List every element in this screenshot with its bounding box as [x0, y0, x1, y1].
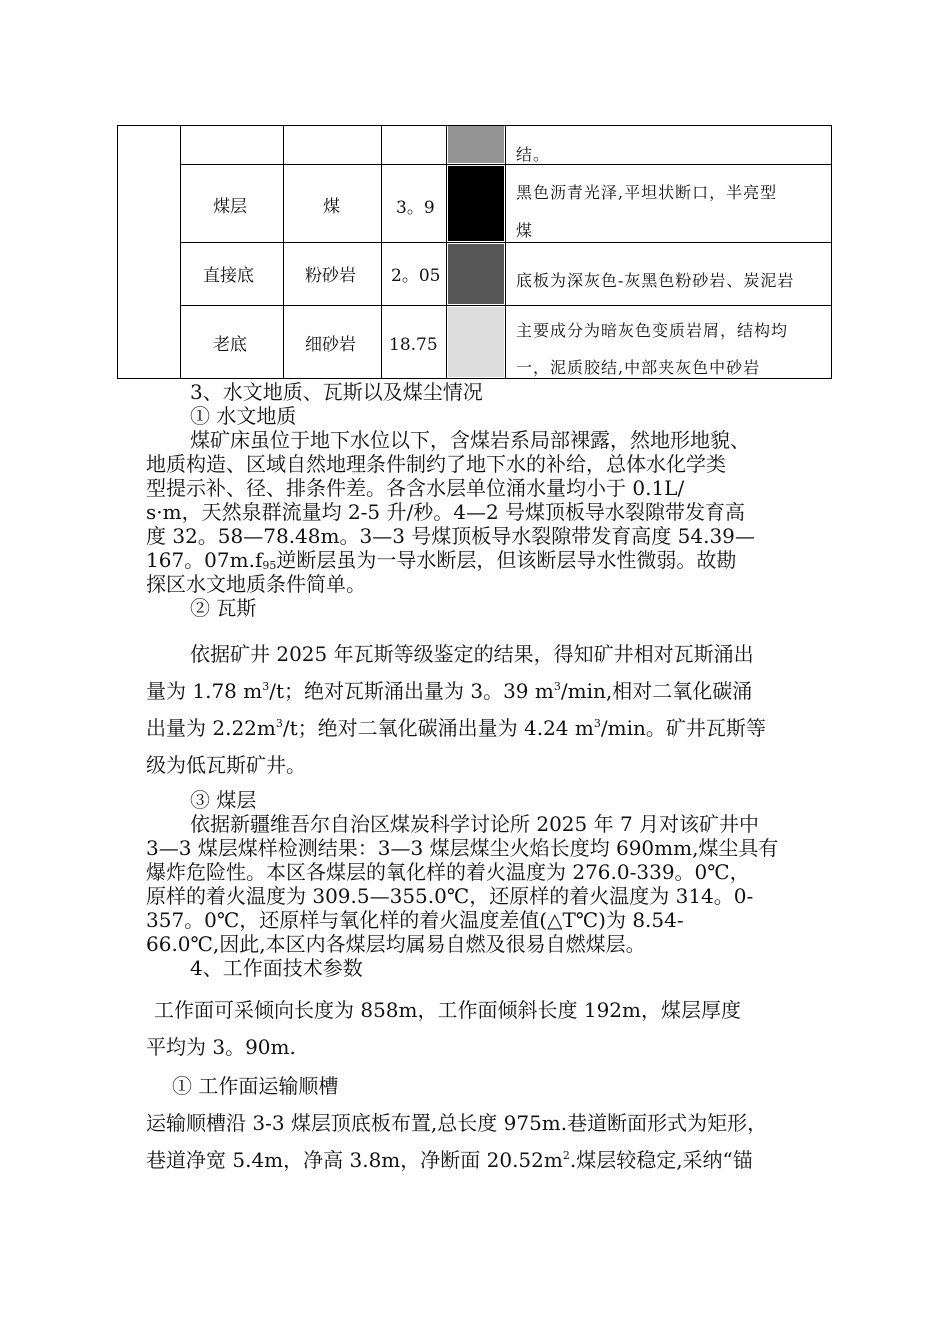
paragraph-line: 依据矿井 2025 年瓦斯等级鉴定的结果，得知矿井相对瓦斯涌出 — [190, 642, 754, 666]
table-col-divider — [381, 125, 382, 379]
text-run: 巷道净宽 5.4m，净高 3.8m，净断面 20.52m — [146, 1148, 563, 1172]
table-col-divider — [446, 125, 447, 379]
table-cell-description: 煤 — [516, 221, 534, 240]
table-col-divider — [117, 125, 118, 379]
text-run: 量为 1.78 m — [146, 679, 263, 703]
table-cell-lithology: 煤 — [323, 197, 340, 217]
lithology-swatch — [448, 307, 504, 377]
text-run: /t；绝对瓦斯涌出量为 3。39 m — [269, 679, 554, 703]
gas-paragraph — [146, 636, 766, 784]
paragraph-line: 型提示补、径、排条件差。各含水层单位涌水量均小于 0.1L/ — [146, 476, 685, 500]
paragraph-line: 度 32。58—78.48m。3—3 号煤顶板导水裂隙带发育高度 54.39— — [146, 524, 755, 548]
text-run: 出量为 2.22m — [146, 716, 276, 740]
table-cell-description: 底板为深灰色-灰黑色粉砂岩、炭泥岩 — [516, 271, 795, 290]
section4-block — [146, 992, 741, 1066]
lithology-swatch — [448, 244, 504, 304]
lithology-swatch — [448, 126, 504, 163]
superscript: 3 — [593, 717, 601, 730]
paragraph-line: 357。0℃，还原样与氧化样的着火温度差值(△T℃)为 8.54- — [146, 908, 684, 932]
paragraph-line: 地质构造、区域自然地理条件制约了地下水的补给，总体水化学类 — [146, 452, 726, 476]
subscript: 95 — [262, 559, 277, 572]
subsection-heading: ① 工作面运输顺槽 — [172, 1074, 339, 1098]
text-run: 167。07m.f — [146, 548, 263, 572]
text-run: .煤层较稳定,采纳“锚 — [569, 1148, 753, 1172]
table-cell-layer: 直接底 — [203, 266, 254, 286]
text-run: /min。矿井瓦斯等 — [600, 716, 766, 740]
superscript: 3 — [553, 680, 561, 693]
table-cell-thickness: 3。9 — [396, 198, 435, 218]
table-cell-thickness: 2。05 — [391, 266, 441, 286]
paragraph-line: 煤矿床虽位于地下水位以下，含煤岩系局部裸露，然地形地貌、 — [190, 428, 750, 452]
table-cell-description: 黑色沥青光泽,平坦状断口，半亮型 — [516, 183, 778, 202]
table-col-divider — [505, 125, 506, 379]
subsection-heading: ③ 煤层 — [190, 788, 257, 812]
paragraph-line: 3—3 煤层煤样检测结果：3—3 煤层煤尘火焰长度均 690mm,煤尘具有 — [146, 836, 779, 860]
table-cell-lithology: 粉砂岩 — [305, 266, 356, 286]
text-run: 逆断层虽为一导水断层，但该断层导水性微弱。故勘 — [276, 548, 737, 572]
paragraph-line: 66.0℃,因此,本区内各煤层均属易自燃及很易自燃煤层。 — [146, 932, 646, 956]
table-cell-description: 主要成分为暗灰色变质岩屑，结构均 — [516, 321, 789, 340]
table-cell-description: 一，泥质胶结,中部夹灰色中砂岩 — [516, 358, 761, 377]
superscript: 2 — [562, 1149, 570, 1162]
subsection-heading: ① 水文地质 — [190, 404, 297, 428]
table-row-divider — [180, 305, 832, 306]
paragraph-line: 级为低瓦斯矿井。 — [146, 753, 306, 777]
paragraph-line: 爆炸危险性。本区各煤层的氧化样的着火温度为 276.0-339。0℃， — [146, 860, 750, 884]
table-col-divider — [283, 125, 284, 379]
paragraph-line: 依据新疆维吾尔自治区煤炭科学讨论所 2025 年 7 月对该矿井中 — [190, 812, 760, 836]
coal-block — [146, 788, 778, 980]
table-cell-thickness: 18.75 — [389, 335, 438, 355]
paragraph-line: 工作面可采倾向长度为 858m，工作面倾斜长度 192m，煤层厚度 — [154, 998, 741, 1022]
paragraph-line: 运输顺槽沿 3-3 煤层顶底板布置,总长度 975m.巷道断面形式为矩形， — [146, 1111, 768, 1135]
table-bottom-border — [117, 378, 832, 379]
section-heading: 4、工作面技术参数 — [190, 956, 363, 980]
section3-block — [146, 380, 755, 620]
paragraph-line: s·m，天然泉群流量均 2-5 升/秒。4—2 号煤顶板导水裂隙带发育高 — [146, 500, 746, 524]
table-row-divider — [180, 164, 832, 165]
table-cell-description: 结。 — [516, 145, 551, 164]
paragraph-line — [146, 1142, 767, 1179]
subsection-heading: ② 瓦斯 — [190, 596, 257, 620]
text-run: /t；绝对二氧化碳涌出量为 4.24 m — [282, 716, 594, 740]
paragraph-line — [146, 548, 755, 572]
paragraph-line — [146, 710, 766, 747]
table-col-divider — [180, 125, 181, 379]
section-heading: 3、水文地质、瓦斯以及煤尘情况 — [190, 380, 483, 404]
paragraph-line: 平均为 3。90m. — [146, 1035, 296, 1059]
table-cell-layer: 煤层 — [213, 197, 247, 217]
table-cell-lithology: 细砂岩 — [305, 335, 356, 355]
paragraph-line: 原样的着火温度为 309.5—355.0℃，还原样的着火温度为 314。0- — [146, 884, 754, 908]
paragraph-line: 探区水文地质条件简单。 — [146, 572, 366, 596]
superscript: 3 — [262, 680, 270, 693]
paragraph-line — [146, 673, 766, 710]
table-row-divider — [180, 242, 832, 243]
text-run: /min,相对二氧化碳涌 — [560, 679, 753, 703]
table-cell-layer: 老底 — [213, 335, 247, 355]
lithology-swatch — [448, 166, 504, 241]
superscript: 3 — [275, 717, 283, 730]
section4-sub-block — [146, 1068, 767, 1179]
table-col-divider — [831, 125, 832, 379]
